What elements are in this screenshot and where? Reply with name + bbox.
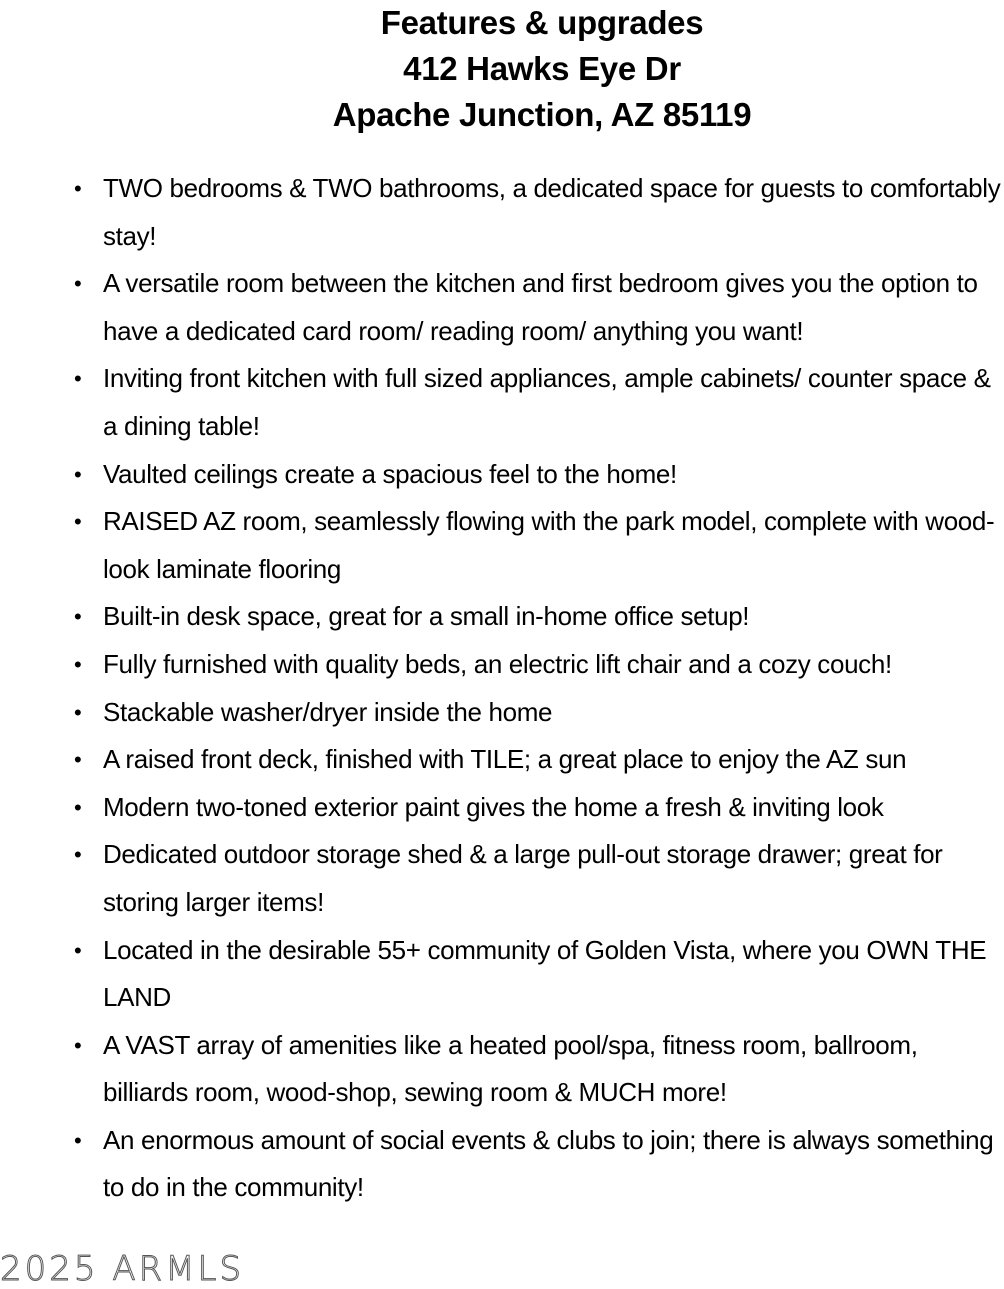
property-street-address: 412 Hawks Eye Dr (403, 50, 681, 87)
bullet-icon: • (74, 651, 82, 677)
feature-text: Fully furnished with quality beds, an electric lift chair and a cozy couch! (103, 648, 892, 679)
bullet-icon: • (74, 842, 82, 868)
bullet-icon: • (74, 176, 82, 201)
list-item (0, 784, 1004, 832)
feature-text: Vaulted ceilings create a spacious feel to the home! (103, 458, 677, 489)
list-item (0, 1117, 1004, 1212)
bullet-icon: • (74, 1127, 82, 1153)
bullet-icon: • (74, 937, 82, 963)
list-item (0, 451, 1004, 499)
feature-text: Dedicated outdoor storage shed & a large pull-out storage drawer; great for storing larger items! (103, 839, 943, 917)
list-item (0, 165, 1004, 260)
document-header (0, 0, 1004, 138)
bullet-icon: • (74, 747, 82, 773)
feature-text: TWO bedrooms & TWO bathrooms, a dedicated space for guests to comfortably stay! (103, 173, 1001, 251)
bullet-icon: • (74, 604, 82, 630)
feature-text: RAISED AZ room, seamlessly flowing with the park model, complete with wood-look laminate flooring (103, 506, 995, 584)
list-item (0, 689, 1004, 737)
list-item (0, 593, 1004, 641)
armls-watermark: 2025 ARMLS (0, 1249, 245, 1289)
document-title: Features & upgrades (380, 4, 704, 41)
list-item (0, 1022, 1004, 1117)
feature-list (0, 165, 1004, 1212)
feature-text: Located in the desirable 55+ community of Golden Vista, where you OWN THE LAND (103, 934, 987, 1013)
feature-text: A versatile room between the kitchen and first bedroom gives you the option to have a dedicated card room/ reading room/ anything you want! (103, 268, 978, 346)
property-city-state-zip: Apache Junction, AZ 85119 (332, 96, 752, 133)
feature-text: Inviting front kitchen with full sized appliances, ample cabinets/ counter space & a dining table! (103, 363, 991, 441)
list-item (0, 927, 1004, 1022)
list-item (0, 498, 1004, 593)
feature-text: A VAST array of amenities like a heated pool/spa, fitness room, ballroom, billiards room, wood-shop, sewing room & MUCH more! (103, 1029, 918, 1108)
bullet-icon: • (74, 1032, 82, 1058)
feature-text: A raised front deck, finished with TILE; a great place to enjoy the AZ sun (103, 744, 907, 775)
feature-text: Stackable washer/dryer inside the home (103, 696, 553, 727)
list-item (0, 260, 1004, 355)
feature-text: Modern two-toned exterior paint gives the home a fresh & inviting look (103, 791, 884, 822)
bullet-icon: • (74, 461, 82, 487)
bullet-icon: • (74, 794, 82, 820)
list-item (0, 641, 1004, 689)
bullet-icon: • (74, 509, 82, 535)
bullet-icon: • (74, 366, 82, 392)
feature-text: An enormous amount of social events & clubs to join; there is always something to do in the community! (103, 1124, 994, 1203)
list-item (0, 355, 1004, 450)
bullet-icon: • (74, 699, 82, 725)
bullet-icon: • (74, 271, 82, 297)
list-item (0, 736, 1004, 784)
list-item (0, 831, 1004, 926)
feature-text: Built-in desk space, great for a small in-home office setup! (103, 601, 750, 632)
